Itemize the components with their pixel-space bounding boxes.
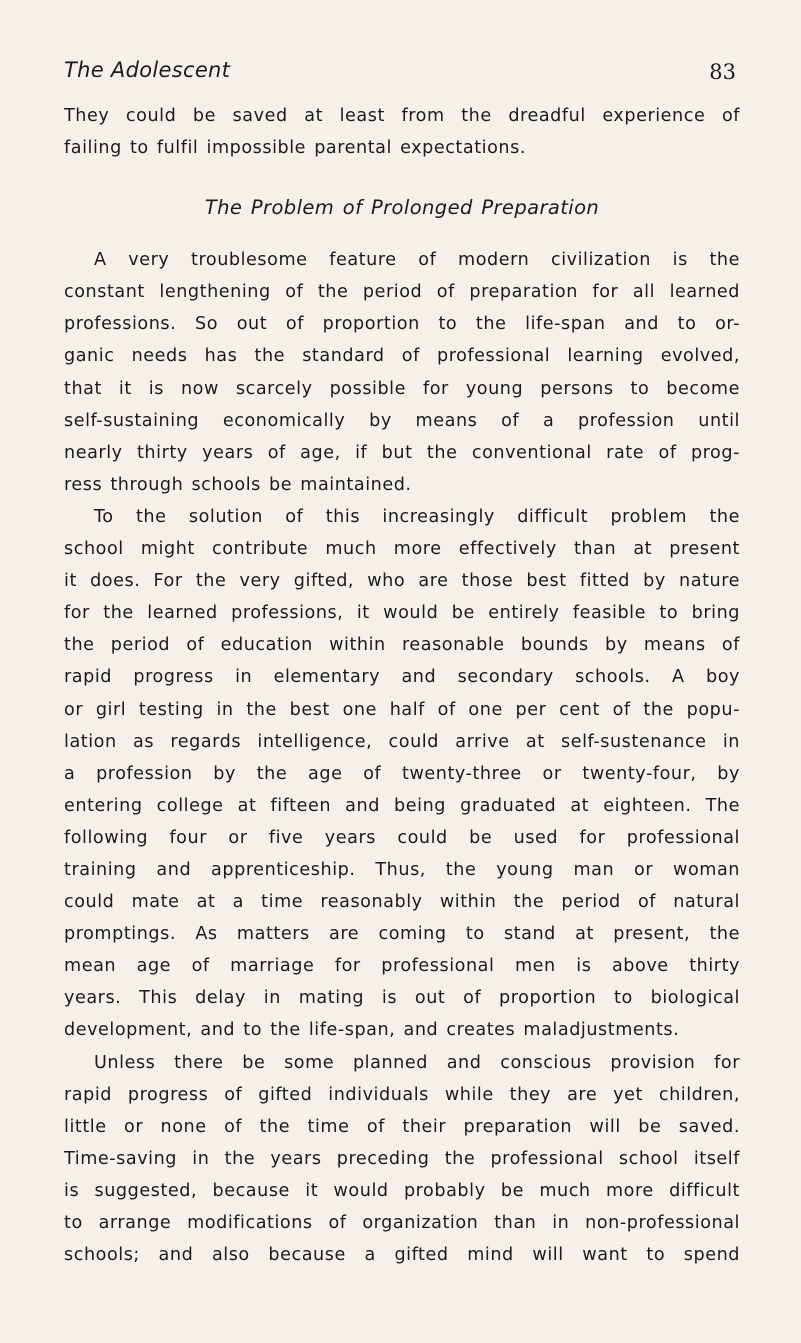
text-line: to arrange modifications of organization than in non-professional xyxy=(64,1213,740,1233)
text-line: A very troublesome feature of modern civilization is the xyxy=(94,250,740,271)
paragraph-2 xyxy=(64,501,740,1047)
text-line: professions. So out of proportion to the life-span and to or- xyxy=(64,314,740,335)
text-line: development, and to the life-span, and creates maladjustments. xyxy=(64,1020,680,1041)
running-title: The Adolescent xyxy=(64,58,231,82)
text-line: training and apprenticeship. Thus, the young man or woman xyxy=(64,859,740,880)
text-line: years. This delay in mating is out of proportion to biological xyxy=(64,988,740,1009)
body-text xyxy=(64,100,740,1271)
text-line: failing to fulfil impossible parental expectations. xyxy=(64,138,526,159)
text-line: ganic needs has the standard of professional learning evolved, xyxy=(64,346,740,367)
text-line: entering college at fifteen and being graduated at eighteen. The xyxy=(64,795,740,816)
text-line: promptings. As matters are coming to stand at present, the xyxy=(64,924,740,945)
text-line: could mate at a time reasonably within the period of natural xyxy=(64,892,740,913)
text-line: the period of education within reasonable bounds by means of xyxy=(64,635,740,656)
text-line: nearly thirty years of age, if but the conventional rate of prog- xyxy=(64,442,740,463)
text-line: or girl testing in the best one half of one per cent of the popu- xyxy=(64,699,740,720)
text-line: little or none of the time of their preparation will be saved. xyxy=(64,1116,740,1137)
text-line: To the solution of this increasingly difficult problem the xyxy=(94,506,740,527)
text-line: a profession by the age of twenty-three or twenty-four, by xyxy=(64,763,740,784)
section-heading: The Problem of Prolonged Preparation xyxy=(204,196,600,220)
text-line: that it is now scarcely possible for young persons to become xyxy=(64,378,740,399)
text-line: Unless there be some planned and conscious provision for xyxy=(94,1052,740,1073)
running-head xyxy=(64,58,736,90)
text-line: ress through schools be maintained. xyxy=(64,474,412,495)
text-line: rapid progress of gifted individuals while they are yet children, xyxy=(64,1084,740,1105)
text-line: self-sustaining economically by means of a profession until xyxy=(64,410,740,431)
text-line: school might contribute much more effectively than at present xyxy=(64,539,740,560)
text-line: They could be saved at least from the dreadful experience of xyxy=(64,106,740,126)
paragraph-3 xyxy=(64,1047,740,1272)
page-number: 83 xyxy=(709,60,736,84)
text-line: lation as regards intelligence, could arrive at self-sustenance in xyxy=(64,731,740,752)
opening-paragraph xyxy=(64,100,740,164)
text-line: constant lengthening of the period of preparation for all learned xyxy=(64,282,740,303)
text-line: rapid progress in elementary and secondary schools. A boy xyxy=(64,667,740,688)
text-line: it does. For the very gifted, who are those best fitted by nature xyxy=(64,571,740,592)
text-line: mean age of marriage for professional men is above thirty xyxy=(64,956,740,977)
text-line: for the learned professions, it would be entirely feasible to bring xyxy=(64,603,740,624)
text-line: schools; and also because a gifted mind will want to spend xyxy=(64,1245,740,1266)
paragraph-1 xyxy=(64,244,740,501)
text-line: Time-saving in the years preceding the professional school itself xyxy=(64,1148,740,1169)
text-line: following four or five years could be used for professional xyxy=(64,827,740,848)
text-line: is suggested, because it would probably be much more difficult xyxy=(64,1180,740,1201)
